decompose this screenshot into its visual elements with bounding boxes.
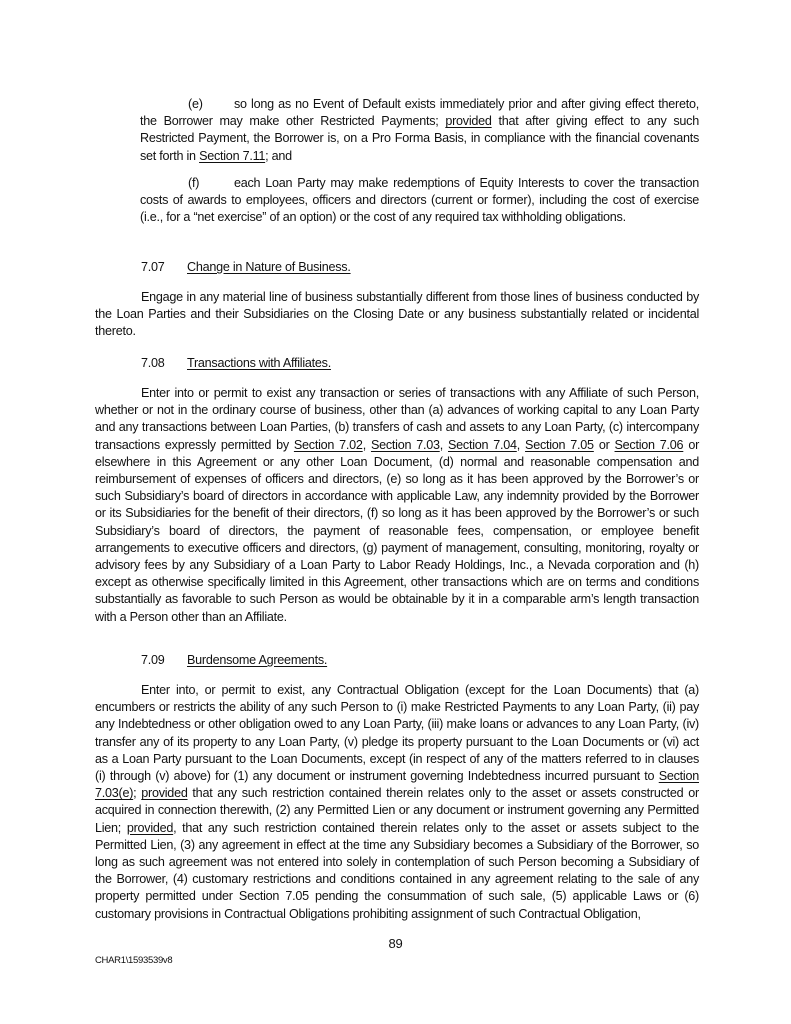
section-7-03-reference[interactable]: Section 7.03	[370, 437, 440, 452]
section-7-08-paragraph: Enter into or permit to exist any transaction or series of transactions with any Affiliate of such Person, whether or not in the ordinary course of business, other than (a) advances of working capital to any Loan Party and any transactions between Loan Parties, (b) transfers of cash and assets to any Loan Party, (c) intercompany transactions expressly permitted by Section 7.02, Section 7.03, Section 7.04, Section 7.05 or Section 7.06 or elsewhere in this Agreement or any other Loan Document, (d) normal and reasonable compensation and reimbursement of expenses of officers and directors, (e) so long as it has been approved by the Borrower’s or such Subsidiary’s board of directors in accordance with applicable Law, any indemnity provided by the Borrower or its Subsidiaries for the benefit of their directors, (f) so long as it has been approved by the Borrower’s or such Subsidiary’s board of directors, the payment of reasonable fees, compensation, or employee benefit arrangements to executive officers and directors, (g) payment of management, consulting, monitoring, royalty or advisory fees by any Subsidiary of a Loan Party to Labor Ready Holdings, Inc., a Nevada corporation and (h) except as otherwise specifically limited in this Agreement, other transactions which are on terms and conditions substantially as favorable to such Person as would be obtainable by it in a comparable arm’s length transaction with a Person other than an Affiliate.	[95, 386, 700, 624]
section-title: Burdensome Agreements.	[187, 653, 328, 667]
section-7-09-heading	[141, 652, 327, 669]
section-number: 7.09	[141, 653, 165, 667]
provided-term: provided	[126, 820, 174, 835]
clause-f-label: (f)	[188, 176, 200, 190]
clause-e-label: (e)	[188, 97, 203, 111]
section-7-07-paragraph: Engage in any material line of business substantially different from those lines of business conducted by the Loan Parties and their Subsidiaries on the Closing Date or any business substantially related or incidental thereto.	[95, 290, 699, 339]
page-number: 89	[388, 936, 403, 951]
section-7-09-paragraph: Enter into, or permit to exist, any Contractual Obligation (except for the Loan Documents) that (a) encumbers or restricts the ability of any such Person to (i) make Restricted Payments to any Loan Party, (ii) pay any Indebtedness or other obligation owed to any Loan Party, (iii) make loans or advances to any Loan Party, (iv) transfer any of its property to any Loan Party, (v) pledge its property pursuant to the Loan Documents or (vi) act as a Loan Party pursuant to the Loan Documents, except (in respect of any of the matters referred to in clauses (i) through (v) above) for (1) any document or instrument governing Indebtedness incurred pursuant to Section 7.03(e); provided that any such restriction contained therein relates only to the asset or assets constructed or acquired in connection therewith, (2) any Permitted Lien or any document or instrument governing any Permitted Lien; provided, that any such restriction contained therein relates only to the asset or assets subject to the Permitted Lien, (3) any agreement in effect at the time any Subsidiary becomes a Subsidiary of the Borrower, so long as such agreement was not entered into solely in contemplation of such Person becoming a Subsidiary of the Borrower, (4) customary restrictions and conditions contained in any agreement relating to the sale of any property permitted under Section 7.05 pending the consummation of such sale, (5) applicable Laws or (6) customary provisions in Contractual Obligations prohibiting assignment of such Contractual Obligation,	[95, 683, 699, 921]
section-title: Change in Nature of Business.	[187, 260, 351, 274]
section-7-03e-reference[interactable]: Section 7.03(e)	[95, 769, 699, 801]
clause-f-paragraph: (f) each Loan Party may make redemptions of Equity Interests to cover the transaction costs of awards to employees, officers and directors (current or former), including the cost of exercise (i.e., for a “net exercise” of an option) or the cost of any required tax withholding obligations.	[140, 176, 699, 225]
section-number: 7.07	[141, 260, 165, 274]
section-7-06-reference[interactable]: Section 7.06	[614, 437, 684, 452]
provided-term: provided	[141, 786, 188, 801]
clause-e-paragraph: (e) so long as no Event of Default exists immediately prior and after giving effect thereto, the Borrower may make other Restricted Payments; provided that after giving effect to any such Restricted Payment, the Borrower is, on a Pro Forma Basis, in compliance with the financial covenants set forth in Section 7.11; and	[140, 97, 699, 163]
section-7-04-reference[interactable]: Section 7.04	[448, 437, 517, 452]
section-title: Transactions with Affiliates.	[187, 356, 331, 370]
section-7-11-reference[interactable]: Section 7.11	[199, 148, 266, 163]
section-number: 7.08	[141, 356, 165, 370]
section-7-08-heading	[141, 355, 331, 372]
section-7-07-heading	[141, 259, 351, 276]
provided-term: provided	[445, 114, 492, 129]
section-7-02-reference[interactable]: Section 7.02	[293, 437, 363, 452]
section-7-05-reference[interactable]: Section 7.05	[525, 437, 594, 452]
document-id: CHAR1\1593539v8	[95, 955, 173, 966]
